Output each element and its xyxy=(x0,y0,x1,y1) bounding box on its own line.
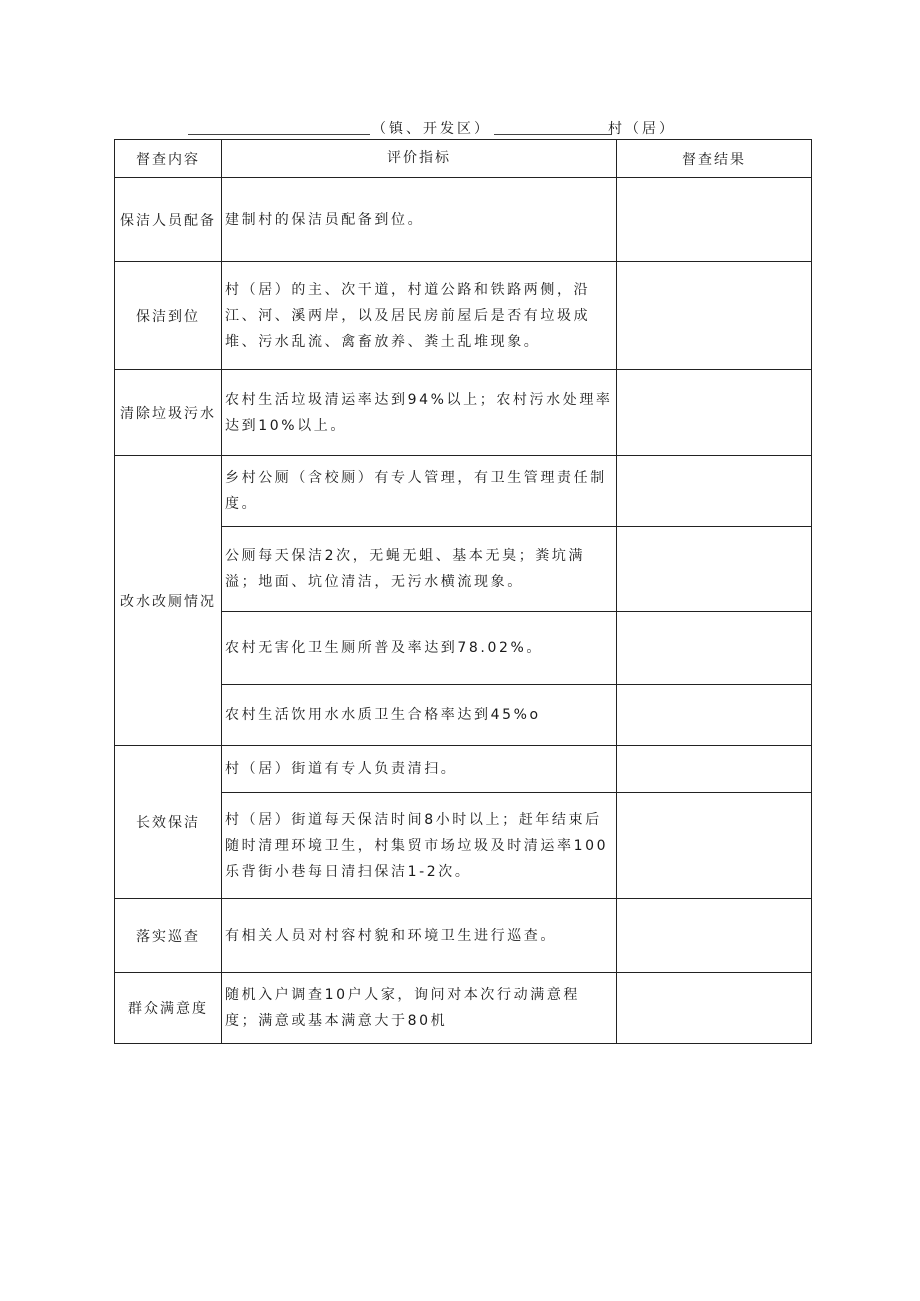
result-cell[interactable] xyxy=(617,456,812,527)
table-row xyxy=(115,973,812,1044)
category-cell: 群众满意度 xyxy=(115,973,222,1044)
criterion-cell: 公厕每天保洁2次，无蝇无蛆、基本无臭；粪坑满溢；地面、坑位清洁，无污水横流现象。 xyxy=(222,527,617,612)
village-name-blank[interactable] xyxy=(494,134,612,135)
result-cell[interactable] xyxy=(617,899,812,973)
criterion-cell: 建制村的保洁员配备到位。 xyxy=(222,178,617,262)
result-cell[interactable] xyxy=(617,178,812,262)
criterion-cell: 农村生活饮用水水质卫生合格率达到45%o xyxy=(222,685,617,746)
criterion-cell: 有相关人员对村容村貌和环境卫生进行巡查。 xyxy=(222,899,617,973)
criterion-cell: 随机入户调查10户人家，询问对本次行动满意程度；满意或基本满意大于80机 xyxy=(222,973,617,1044)
result-cell[interactable] xyxy=(617,262,812,370)
table-row xyxy=(115,746,812,793)
table-row xyxy=(115,262,812,370)
category-cell: 保洁到位 xyxy=(115,262,222,370)
category-cell: 保洁人员配备 xyxy=(115,178,222,262)
column-header-content: 督查内容 xyxy=(115,140,222,178)
result-cell[interactable] xyxy=(617,370,812,456)
criterion-cell: 村（居）街道有专人负责清扫。 xyxy=(222,746,617,793)
result-cell[interactable] xyxy=(617,973,812,1044)
form-header xyxy=(186,116,686,140)
category-cell: 清除垃圾污水 xyxy=(115,370,222,456)
town-label: （镇、开发区） xyxy=(372,121,491,137)
criterion-cell: 农村无害化卫生厕所普及率达到78.02%。 xyxy=(222,612,617,685)
category-cell: 长效保洁 xyxy=(115,746,222,899)
table-row xyxy=(115,370,812,456)
table-row xyxy=(115,899,812,973)
column-header-criteria: 评价指标 xyxy=(222,140,617,178)
village-label: 村（居） xyxy=(608,121,676,137)
result-cell[interactable] xyxy=(617,612,812,685)
criterion-cell: 村（居）街道每天保洁时间8小时以上；赶年结束后随时清理环境卫生，村集贸市场垃圾及时清运率100乐背街小巷每日清扫保洁1-2次。 xyxy=(222,793,617,899)
result-cell[interactable] xyxy=(617,746,812,793)
table-row xyxy=(115,456,812,527)
result-cell[interactable] xyxy=(617,793,812,899)
inspection-table xyxy=(114,139,812,1044)
criterion-cell: 村（居）的主、次干道，村道公路和铁路两侧，沿江、河、溪两岸，以及居民房前屋后是否有垃圾成堆、污水乱流、禽畜放养、粪土乱堆现象。 xyxy=(222,262,617,370)
table-row xyxy=(115,178,812,262)
category-cell: 落实巡查 xyxy=(115,899,222,973)
result-cell[interactable] xyxy=(617,685,812,746)
result-cell[interactable] xyxy=(617,527,812,612)
column-header-result: 督查结果 xyxy=(617,140,812,178)
criterion-cell: 农村生活垃圾清运率达到94%以上；农村污水处理率达到10%以上。 xyxy=(222,370,617,456)
category-cell: 改水改厕情况 xyxy=(115,456,222,746)
town-name-blank[interactable] xyxy=(188,134,370,135)
table-header-row xyxy=(115,140,812,178)
criterion-cell: 乡村公厕（含校厕）有专人管理，有卫生管理责任制度。 xyxy=(222,456,617,527)
